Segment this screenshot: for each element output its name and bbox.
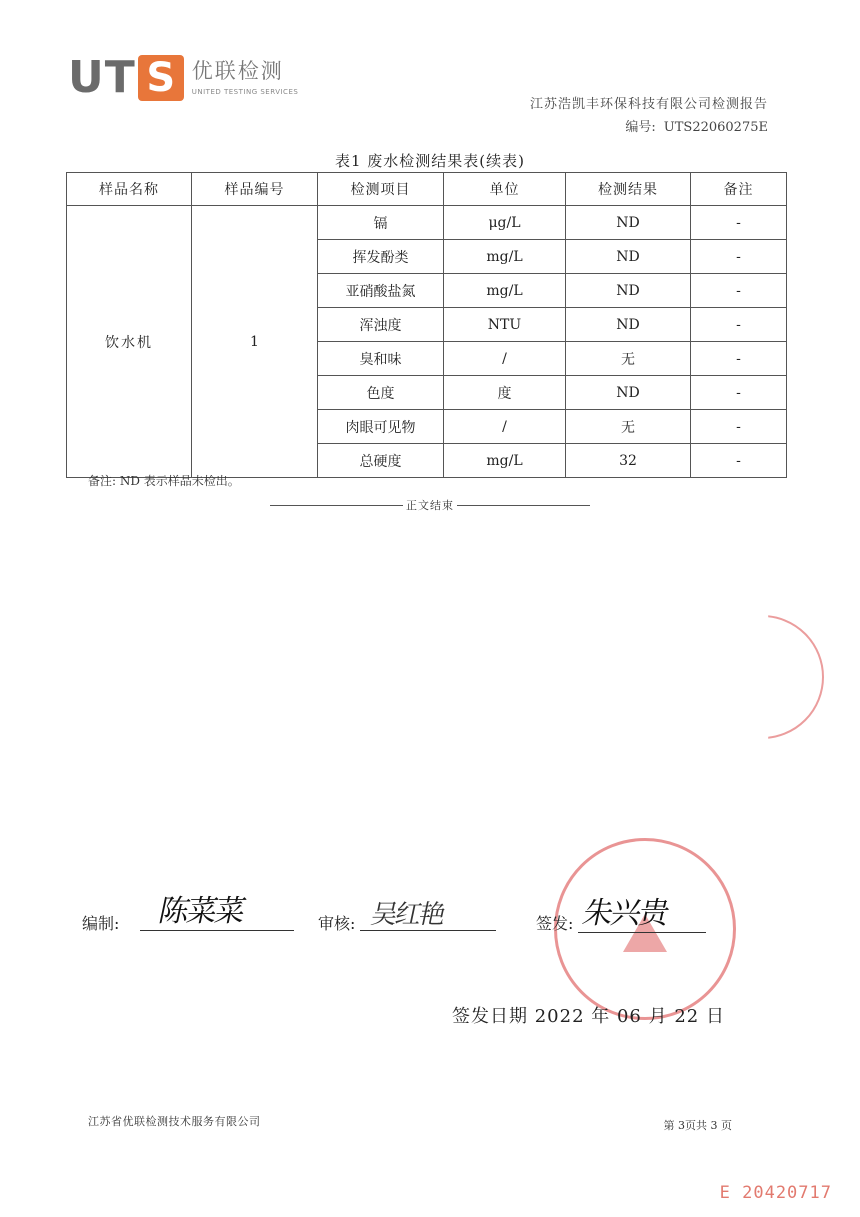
logo-letter-s: S	[138, 55, 184, 101]
result-cell: ND	[566, 308, 691, 342]
col-result: 检测结果	[566, 173, 691, 206]
reviewed-by-label: 审核:	[318, 914, 356, 933]
col-unit: 单位	[444, 173, 566, 206]
result-cell: 无	[566, 410, 691, 444]
table-note: 备注: ND 表示样品未检出。	[88, 474, 240, 488]
issued-by-label: 签发:	[536, 914, 574, 933]
end-of-text-label: 正文结束	[406, 499, 454, 512]
remark-cell: -	[691, 240, 787, 274]
table-header-row	[67, 173, 787, 206]
remark-cell: -	[691, 308, 787, 342]
logo-letters-ut: UT	[68, 52, 136, 103]
company-logo	[68, 52, 299, 103]
sample-id-cell: 1	[192, 206, 318, 478]
remark-cell: -	[691, 410, 787, 444]
item-cell: 镉	[318, 206, 444, 240]
report-number-label: 编号:	[625, 120, 656, 135]
col-sample-name: 样品名称	[67, 173, 192, 206]
result-cell: 无	[566, 342, 691, 376]
sample-name-cell: 饮水机	[67, 206, 192, 478]
result-cell: 32	[566, 444, 691, 478]
unit-cell: /	[444, 342, 566, 376]
divider-right	[457, 505, 590, 506]
remark-cell: -	[691, 274, 787, 308]
result-cell: ND	[566, 376, 691, 410]
logo-name-cn: 优联检测	[191, 59, 284, 84]
footer-company: 江苏省优联检测技术服务有限公司	[88, 1115, 261, 1128]
item-cell: 亚硝酸盐氮	[318, 274, 444, 308]
report-number-value: UTS22060275E	[663, 120, 768, 135]
remark-cell: -	[691, 342, 787, 376]
unit-cell: mg/L	[444, 240, 566, 274]
remark-cell: -	[691, 376, 787, 410]
issued-by-signature: 朱兴贵	[579, 896, 671, 931]
divider-left	[270, 505, 403, 506]
prepared-by-line	[140, 930, 294, 931]
remark-cell: -	[691, 206, 787, 240]
remark-cell: -	[691, 444, 787, 478]
logo-text	[192, 60, 299, 95]
item-cell: 挥发酚类	[318, 240, 444, 274]
end-of-text-divider	[270, 497, 590, 513]
report-number	[625, 116, 768, 135]
unit-cell: 度	[444, 376, 566, 410]
item-cell: 浑浊度	[318, 308, 444, 342]
prepared-by-signature: 陈菜菜	[155, 894, 247, 929]
page-number: 第 3页共 3 页	[663, 1119, 732, 1132]
serial-number: E 20420717	[719, 1183, 832, 1203]
table-row	[67, 206, 787, 240]
item-cell: 色度	[318, 376, 444, 410]
partial-seal-mark	[700, 615, 824, 739]
results-table	[66, 172, 787, 478]
unit-cell: mg/L	[444, 444, 566, 478]
report-title: 江苏浩凯丰环保科技有限公司检测报告	[529, 97, 768, 112]
table-title: 表1 废水检测结果表(续表)	[334, 152, 526, 170]
item-cell: 肉眼可见物	[318, 410, 444, 444]
unit-cell: μg/L	[444, 206, 566, 240]
reviewed-by-signature: 吴红艳	[368, 900, 447, 930]
logo-name-en: UNITED TESTING SERVICES	[191, 87, 299, 96]
issued-by-line	[578, 932, 706, 933]
result-cell: ND	[566, 240, 691, 274]
issue-date: 签发日期 2022 年 06 月 22 日	[452, 1006, 725, 1027]
result-cell: ND	[566, 274, 691, 308]
unit-cell: /	[444, 410, 566, 444]
result-cell: ND	[566, 206, 691, 240]
col-test-item: 检测项目	[318, 173, 444, 206]
prepared-by-label: 编制:	[82, 914, 120, 933]
col-remark: 备注	[691, 173, 787, 206]
unit-cell: mg/L	[444, 274, 566, 308]
col-sample-id: 样品编号	[192, 173, 318, 206]
unit-cell: NTU	[444, 308, 566, 342]
item-cell: 臭和味	[318, 342, 444, 376]
item-cell: 总硬度	[318, 444, 444, 478]
